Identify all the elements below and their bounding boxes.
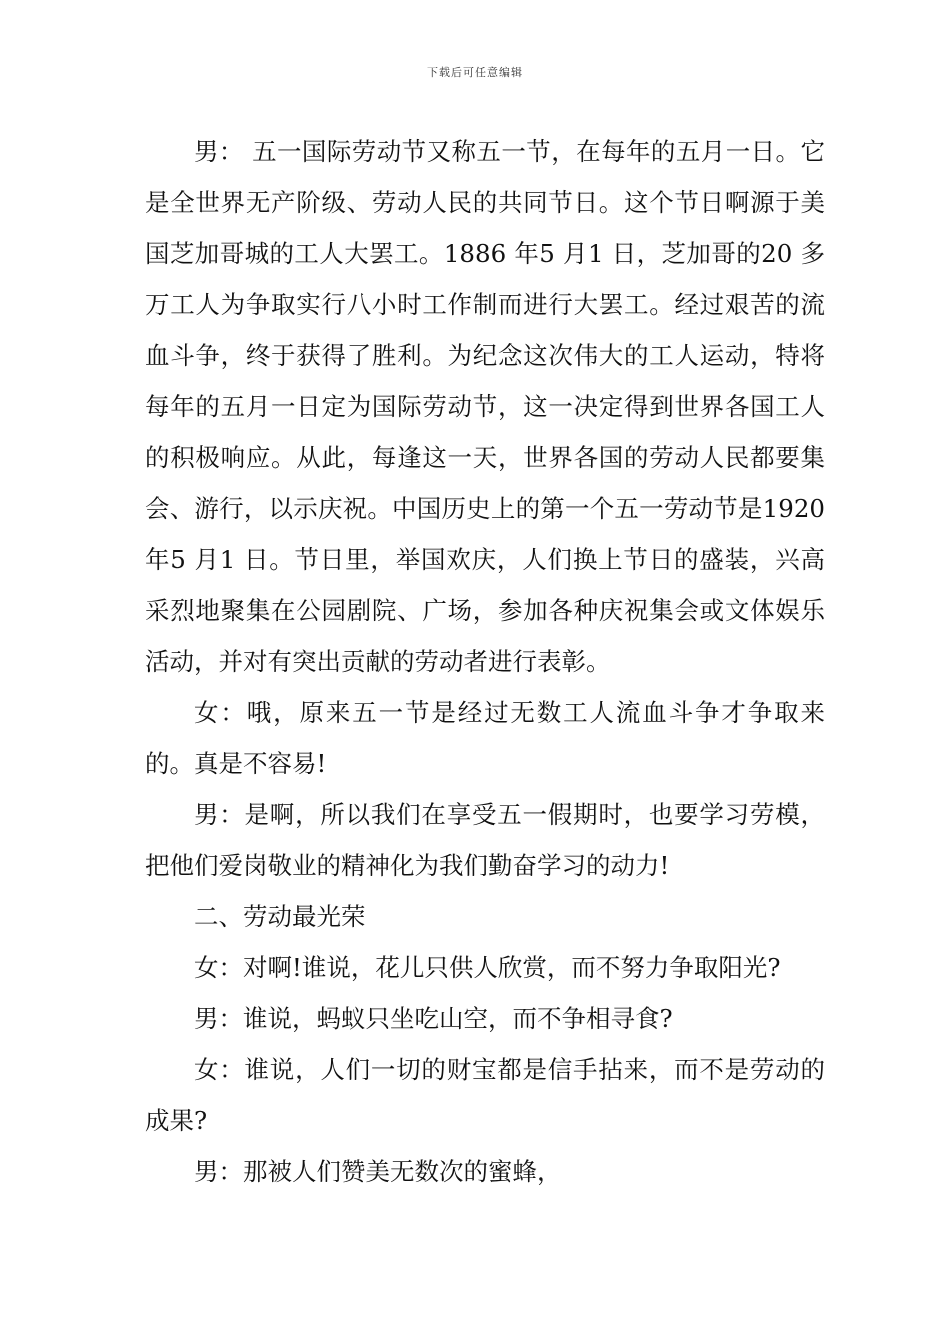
paragraph-female-flowers: 女：对啊!谁说，花儿只供人欣赏，而不努力争取阳光? bbox=[194, 953, 781, 982]
paragraph-female-treasure: 女：谁说，人们一切的财宝都是信手拈来，而不是劳动的成果? bbox=[145, 1055, 825, 1135]
page-header: 下载后可任意编辑 bbox=[427, 66, 523, 79]
paragraph-female-reply: 女：哦，原来五一节是经过无数工人流血斗争才争取来的。真是不容易! bbox=[145, 698, 825, 778]
document-body bbox=[145, 126, 825, 1197]
paragraph-male-reply: 男：是啊，所以我们在享受五一假期时，也要学习劳模，把他们爱岗敬业的精神化为我们勤奋学习的动力! bbox=[145, 800, 825, 880]
section-heading: 二、劳动最光荣 bbox=[194, 902, 366, 931]
paragraph-male-ants: 男：谁说，蚂蚁只坐吃山空，而不争相寻食? bbox=[194, 1004, 673, 1033]
paragraph-male-bees: 男：那被人们赞美无数次的蜜蜂， bbox=[194, 1157, 562, 1186]
paragraph-male-intro: 男： 五一国际劳动节又称五一节，在每年的五月一日。它是全世界无产阶级、劳动人民的共同节日。这个节日啊源于美国芝加哥城的工人大罢工。1886 年5 月1 日，芝加哥的20 多万工人为争取实行八小时工作制而进行大罢工。经过艰苦的流血斗争，终于获得了胜利。为纪念这次伟大的工人运动，特将每年的五月一日定为国际劳动节，这一决定得到世界各国工人的积极响应。从此，每逢这一天，世界各国的劳动人民都要集会、游行，以示庆祝。中国历史上的第一个五一劳动节是1920 年5 月1 日。节日里，举国欢庆，人们换上节日的盛装，兴高采烈地聚集在公园剧院、广场，参加各种庆祝集会或文体娱乐活动，并对有突出贡献的劳动者进行表彰。 bbox=[145, 137, 825, 676]
